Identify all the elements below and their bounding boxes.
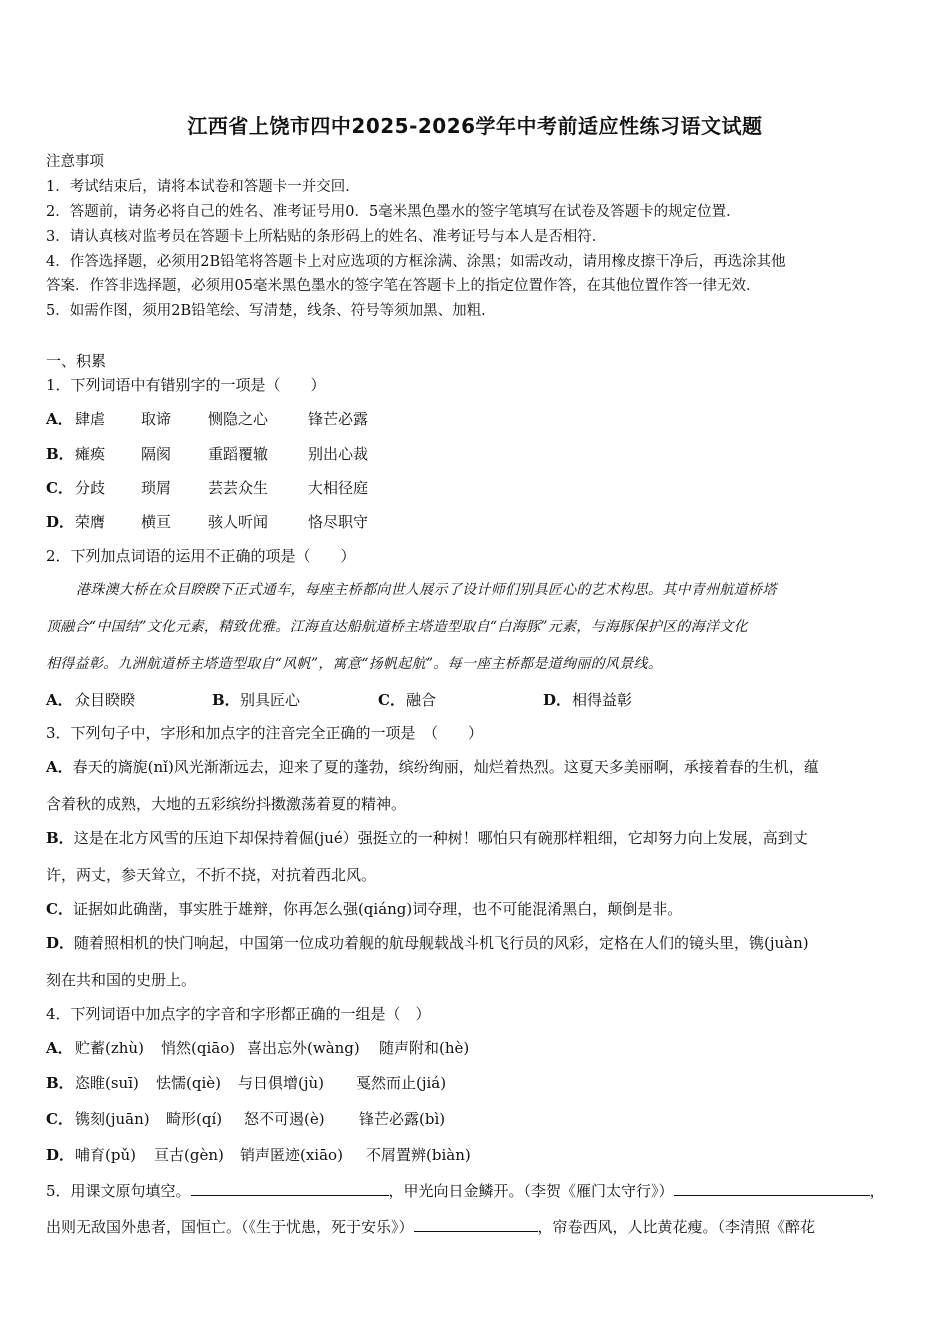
option-word: 镌刻(juān)	[75, 1110, 150, 1128]
option-label: C．	[46, 900, 73, 918]
option-label: B．	[46, 445, 74, 463]
option-label: B．	[46, 829, 74, 847]
option-word: 贮蓄(zhù)	[75, 1039, 144, 1057]
option-label: C．	[378, 691, 405, 709]
option-label: A．	[46, 758, 73, 776]
option-word: 芸芸众生	[208, 479, 269, 497]
q3-line	[46, 757, 819, 777]
option-word: 怒不可遏(è)	[244, 1110, 325, 1128]
q1-stem: 1．下列词语中有错别字的一项是（ ）	[46, 376, 326, 394]
q2-stem: 2．下列加点词语的运用不正确的项是（ ）	[46, 547, 356, 565]
option-label: D．	[46, 1146, 75, 1164]
option-word: 畸形(qí)	[166, 1110, 223, 1128]
option-label: A．	[46, 691, 73, 709]
q3-line	[46, 828, 808, 848]
option-word: 瘫痪	[75, 445, 106, 463]
option-word: 琐屑	[141, 479, 172, 497]
q5-text: ，帘卷西风，人比黄花瘦。（李清照《醉花	[537, 1218, 816, 1236]
q3-line: 刻在共和国的史册上。	[46, 971, 197, 989]
notice-item: 答案．作答非选择题，必须用05毫米黑色墨水的签字笔在答题卡上的指定位置作答，在其他位置作答一律无效．	[46, 278, 761, 294]
option-text: 春天的旖旎(nǐ)风光渐渐远去，迎来了夏的蓬勃，缤纷绚丽，灿烂着热烈。这夏天多美丽啊，承接着春的生机，蕴	[72, 758, 819, 776]
option-label: B．	[46, 1074, 74, 1092]
option-label: D．	[46, 934, 75, 952]
option-text: 别具匠心	[240, 691, 301, 709]
option-word: 怯懦(qiè)	[156, 1074, 221, 1092]
fill-blank[interactable]	[674, 1181, 870, 1196]
option-word: 锋芒必露	[308, 410, 369, 428]
option-word: 戛然而止(jiá)	[356, 1074, 447, 1092]
option-text: 随着照相机的快门响起，中国第一位成功着舰的航母舰载战斗机飞行员的风彩，定格在人们的镜头里，镌(juàn)	[74, 934, 809, 952]
option-text: 证据如此确凿，事实胜于雄辩，你再怎么强(qiáng)词夺理，也不可能混淆黑白，颠倒是非。	[72, 900, 683, 918]
option-word: 荣膺	[75, 513, 106, 531]
q3-line: 含着秋的成熟，大地的五彩缤纷抖擞激荡着夏的精神。	[46, 795, 407, 813]
q5-text: ，甲光向日金鳞开。（李贺《雁门太守行》）	[388, 1182, 674, 1200]
q3-line: 许，两丈，参天耸立，不折不挠，对抗着西北风。	[46, 866, 377, 884]
q5-line	[46, 1217, 815, 1237]
q5-text: ，	[869, 1182, 885, 1200]
option-word: 喜出忘外(wàng)	[247, 1039, 360, 1057]
option-word: 横亘	[141, 513, 172, 531]
option-word: 悄然(qiāo)	[161, 1039, 236, 1057]
q2-passage-line: 相得益彰。九洲航道桥主塔造型取自“风帆”，寓意“扬帆起航”。每一座主桥都是道绚丽的风景线。	[46, 656, 663, 672]
notice-item: 5．如需作图，须用2B铅笔绘、写清楚，线条、符号等须加黑、加粗．	[46, 303, 496, 319]
option-word: 别出心裁	[308, 445, 369, 463]
notice-item: 1．考试结束后，请将本试卷和答题卡一并交回．	[46, 179, 360, 195]
q3-line	[46, 933, 809, 953]
option-word: 大相径庭	[308, 479, 369, 497]
option-word: 隔阂	[141, 445, 172, 463]
option-word: 恣睢(suī)	[75, 1074, 139, 1092]
option-word: 重蹈覆辙	[208, 445, 269, 463]
notice-item: 4．作答选择题，必须用2B铅笔将答题卡上对应选项的方框涂满、涂黑；如需改动，请用橡皮擦干净后，再选涂其他	[46, 254, 786, 270]
option-word: 锋芒必露(bì)	[359, 1110, 446, 1128]
q5-text: 出则无敌国外患者，国恒亡。（《生于忧患，死于安乐》）	[46, 1218, 414, 1236]
option-label: C．	[46, 1110, 73, 1128]
option-label: B．	[212, 691, 240, 709]
q5-line	[46, 1181, 885, 1201]
q3-stem: 3．下列句子中，字形和加点字的注音完全正确的一项是 （ ）	[46, 724, 484, 742]
q3-line	[46, 899, 682, 919]
option-label: C．	[46, 479, 73, 497]
option-word: 亘古(gèn)	[154, 1146, 224, 1164]
option-word: 取谛	[141, 410, 172, 428]
option-label: D．	[543, 691, 572, 709]
option-word: 恻隐之心	[208, 410, 269, 428]
option-text: 这是在北方风雪的压迫下却保持着倔(jué）强挺立的一种树！哪怕只有碗那样粗细，它却努力向上发展，高到丈	[73, 829, 808, 847]
option-text: 相得益彰	[572, 691, 633, 709]
notice-heading: 注意事项	[46, 154, 104, 170]
option-label: A．	[46, 410, 73, 428]
section-heading: 一、积累	[46, 352, 107, 370]
q2-passage-line: 港珠澳大桥在众目睽睽下正式通车，每座主桥都向世人展示了设计师们别具匠心的艺术构思。其中青州航道桥塔	[76, 582, 777, 598]
fill-blank[interactable]	[414, 1217, 538, 1232]
q4-stem: 4．下列词语中加点字的字音和字形都正确的一组是（ ）	[46, 1005, 431, 1023]
q5-text: 5．用课文原句填空。	[46, 1182, 191, 1200]
option-word: 分歧	[75, 479, 106, 497]
option-word: 骇人听闻	[208, 513, 269, 531]
notice-item: 3．请认真核对监考员在答题卡上所粘贴的条形码上的姓名、准考证号与本人是否相符．	[46, 229, 607, 245]
option-label: A．	[46, 1039, 73, 1057]
fill-blank[interactable]	[191, 1181, 389, 1196]
option-text: 融合	[406, 691, 437, 709]
option-word: 与日俱增(jù)	[238, 1074, 325, 1092]
q2-passage-line: 顶融合“中国结”文化元素，精致优雅。江海直达船航道桥主塔造型取自“白海豚”元素，与海豚保护区的海洋文化	[46, 619, 748, 635]
option-word: 恪尽职守	[308, 513, 369, 531]
notice-item: 2．答题前，请务必将自己的姓名、准考证号用0．5毫米黑色墨水的签字笔填写在试卷及答题卡的规定位置．	[46, 204, 741, 220]
page-title: 江西省上饶市四中2025-2026学年中考前适应性练习语文试题	[187, 114, 763, 138]
option-text: 众目睽睽	[75, 691, 136, 709]
option-label: D．	[46, 513, 75, 531]
option-word: 销声匿迹(xiāo)	[240, 1146, 343, 1164]
option-word: 哺育(pǔ)	[75, 1146, 136, 1164]
option-word: 随声附和(hè)	[379, 1039, 470, 1057]
option-word: 肆虐	[75, 410, 106, 428]
option-word: 不屑置辨(biàn)	[366, 1146, 471, 1164]
